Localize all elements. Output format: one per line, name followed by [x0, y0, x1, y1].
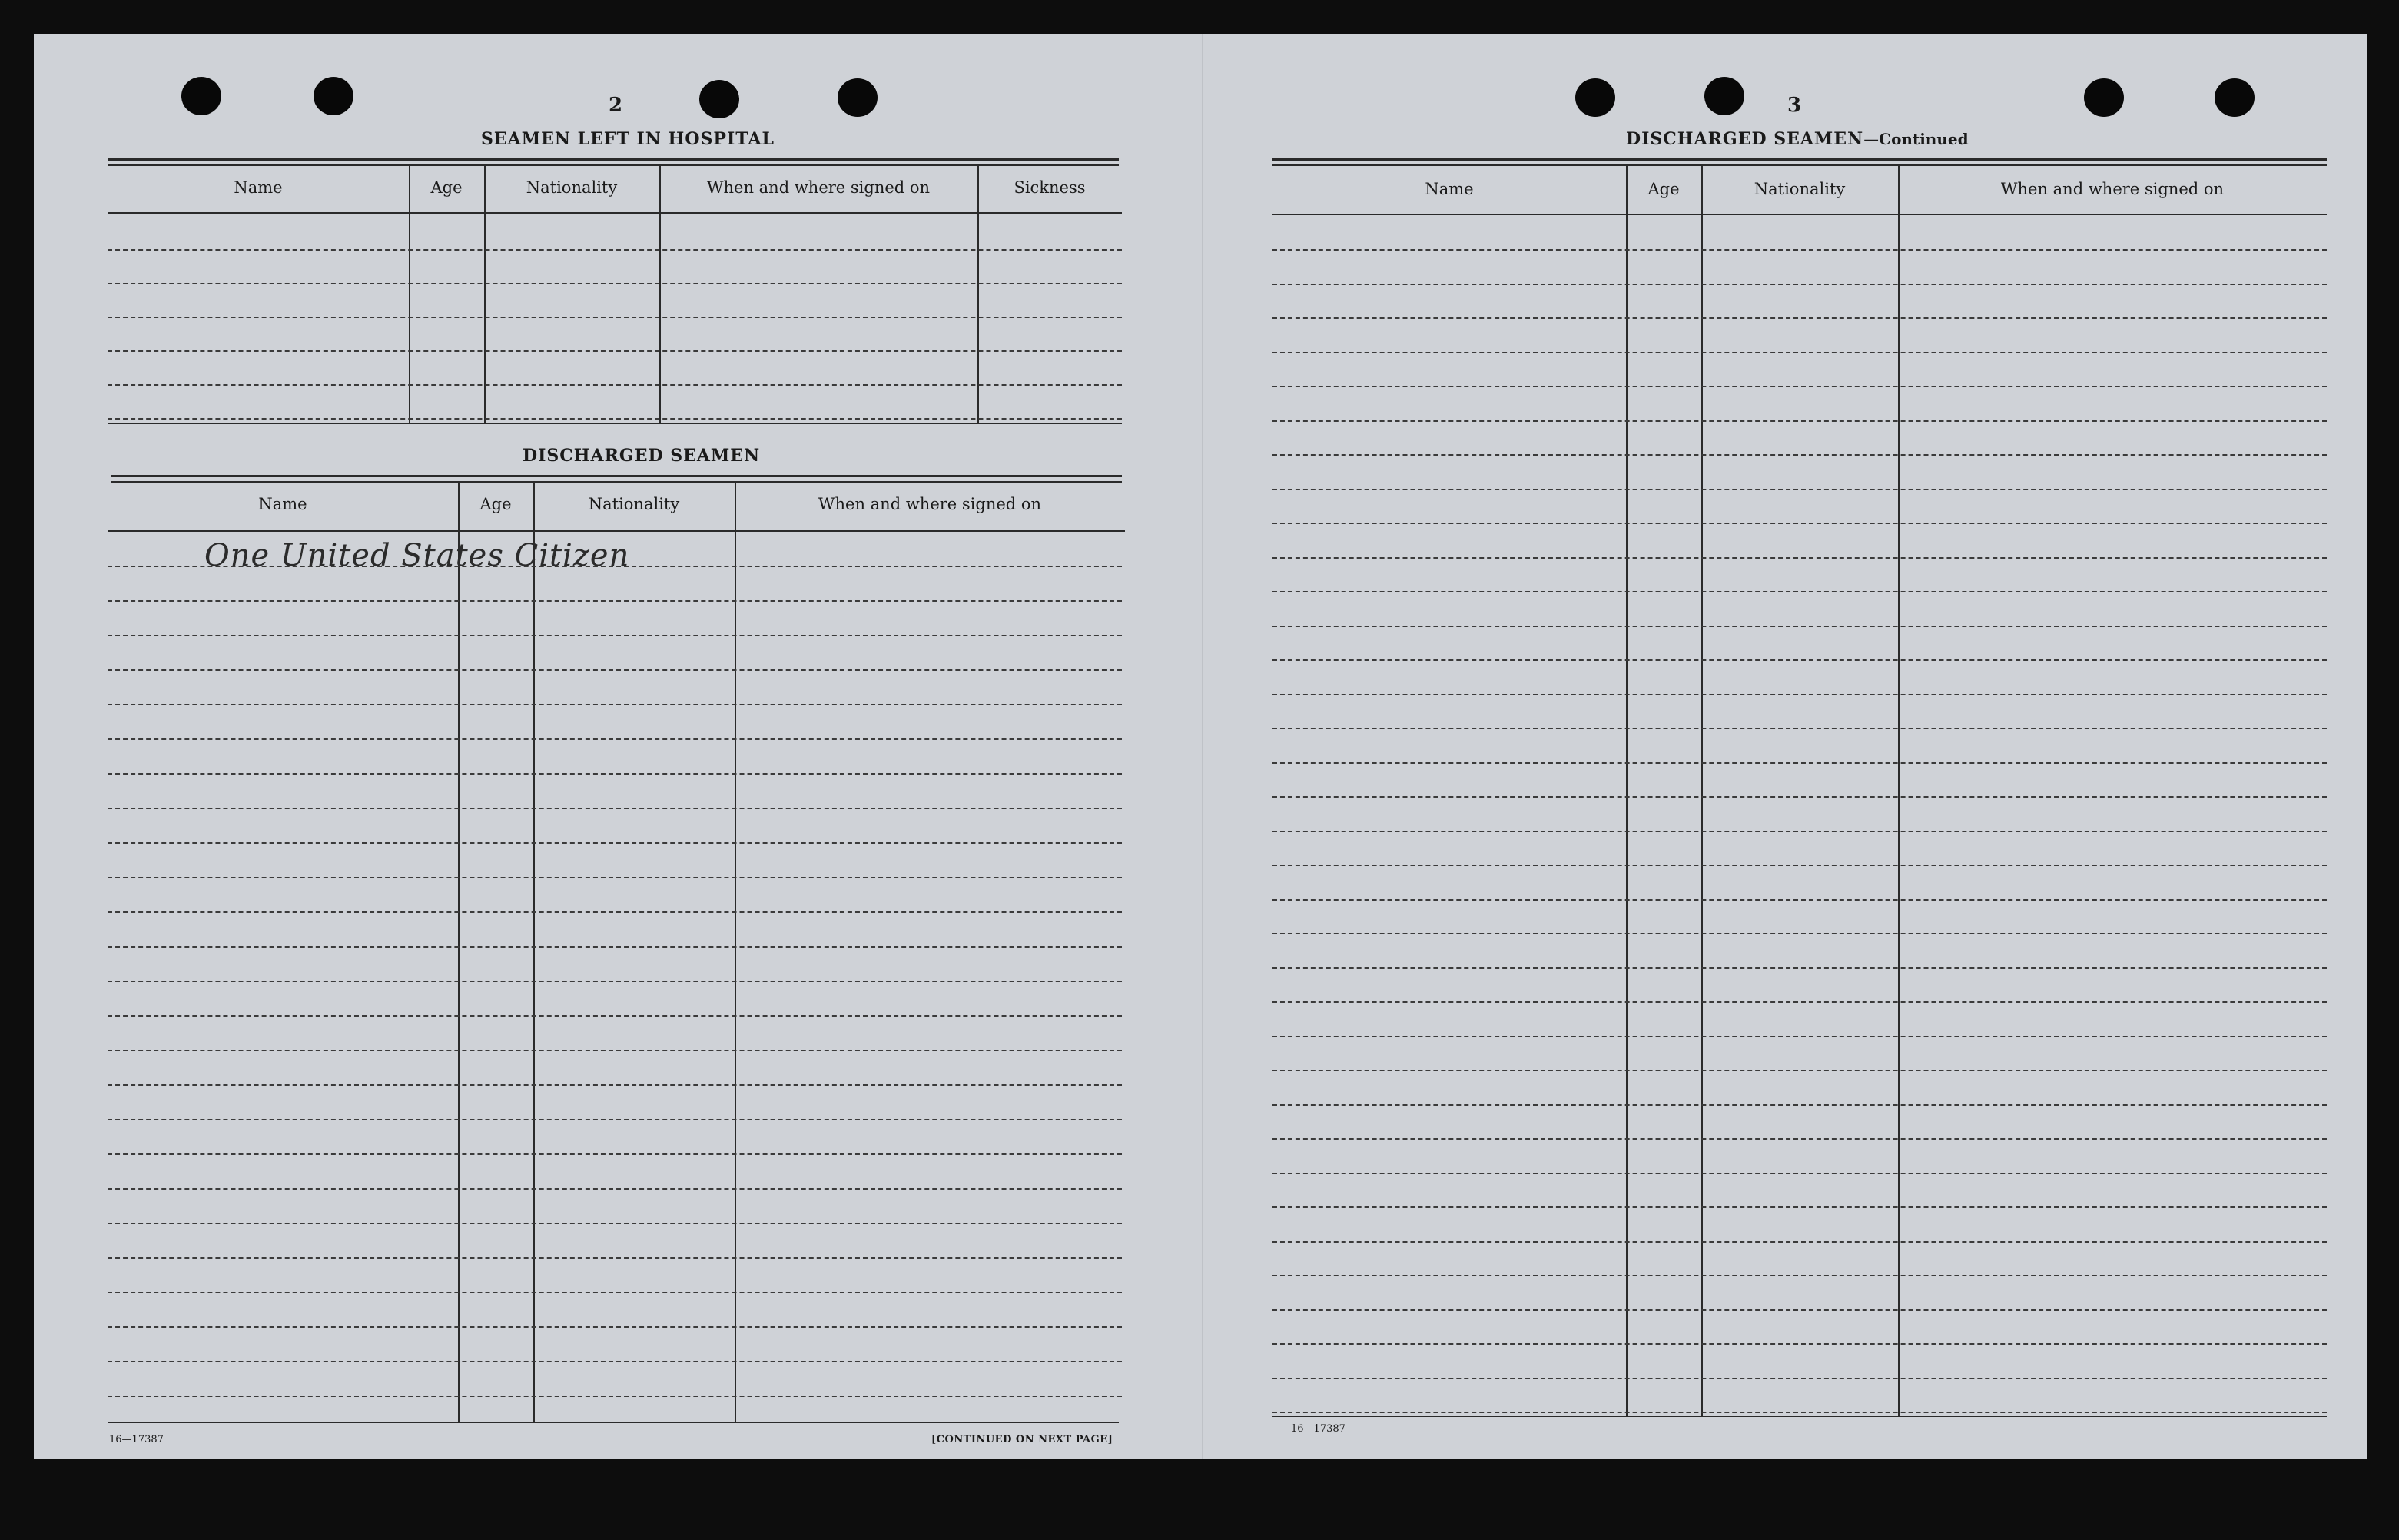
- right-row-line: [1272, 420, 2327, 422]
- right-row-line: [1272, 1241, 2327, 1243]
- page-number-left: 2: [609, 94, 623, 117]
- discharged-row-line: [108, 808, 1122, 809]
- hospital-row-line: [108, 283, 1122, 284]
- hospital-top-rule: [108, 158, 1119, 161]
- discharged-row-line: [108, 946, 1122, 948]
- hospital-header-nationality: Nationality: [526, 178, 618, 197]
- right-row-line: [1272, 489, 2327, 490]
- discharged-col-divider: [735, 483, 736, 1422]
- discharged-row-line: [108, 738, 1122, 740]
- right-row-line: [1272, 1104, 2327, 1106]
- right-header-rule: [1272, 214, 2327, 215]
- discharged-row-line: [108, 600, 1122, 602]
- discharged-row-line: [108, 704, 1122, 705]
- right-row-line: [1272, 796, 2327, 798]
- discharged-row-line: [108, 635, 1122, 636]
- right-row-line: [1272, 865, 2327, 866]
- right-col-divider: [1626, 166, 1628, 1416]
- discharged-header-rule: [108, 530, 1125, 532]
- hospital-header-rule: [108, 212, 1122, 214]
- discharged-col-divider: [533, 483, 535, 1422]
- right-row-line: [1272, 1173, 2327, 1174]
- right-row-line: [1272, 762, 2327, 764]
- hospital-row-line: [108, 384, 1122, 386]
- discharged-header-age: Age: [479, 495, 512, 513]
- hospital-header-name: Name: [234, 178, 283, 197]
- right-row-line: [1272, 967, 2327, 969]
- discharged-row-line: [108, 842, 1122, 844]
- discharged-row-line: [108, 1084, 1122, 1086]
- form-sheet: [34, 34, 2367, 1459]
- discharged-row-line: [108, 1153, 1122, 1155]
- form-number-left: 16—17387: [109, 1434, 164, 1445]
- hospital-top-rule-2: [108, 164, 1119, 166]
- discharged-row-line: [108, 1257, 1122, 1259]
- right-row-line: [1272, 591, 2327, 592]
- punch-hole: [181, 77, 221, 115]
- right-row-line: [1272, 728, 2327, 729]
- right-row-line: [1272, 557, 2327, 559]
- right-row-line: [1272, 352, 2327, 353]
- punch-hole: [1575, 78, 1615, 117]
- discharged-continued-title: [1626, 129, 1969, 149]
- punch-hole: [1704, 77, 1744, 115]
- punch-hole: [314, 77, 353, 115]
- hospital-header-signed-on: When and where signed on: [706, 178, 931, 197]
- discharged-row-line: [108, 566, 1122, 567]
- hospital-row-line: [108, 418, 1122, 420]
- page-fold: [1202, 34, 1203, 1459]
- right-header-signed-on: When and where signed on: [2000, 180, 2225, 198]
- right-row-line: [1272, 1412, 2327, 1413]
- discharged-top-rule: [111, 475, 1122, 477]
- right-header-age: Age: [1647, 180, 1680, 198]
- hospital-header-sickness: Sickness: [1014, 178, 1086, 197]
- right-row-line: [1272, 523, 2327, 524]
- right-row-line: [1272, 694, 2327, 695]
- discharged-section-title: DISCHARGED SEAMEN: [523, 446, 761, 466]
- discharged-row-line: [108, 981, 1122, 982]
- discharged-row-line: [108, 773, 1122, 775]
- right-row-line: [1272, 933, 2327, 934]
- right-top-rule: [1272, 158, 2327, 161]
- right-row-line: [1272, 1036, 2327, 1037]
- discharged-row-line: [108, 1396, 1122, 1397]
- discharged-row-line: [108, 1326, 1122, 1328]
- discharged-row-line: [108, 1188, 1122, 1190]
- hospital-section-title: SEAMEN LEFT IN HOSPITAL: [481, 129, 775, 149]
- hospital-row-line: [108, 317, 1122, 318]
- right-row-line: [1272, 454, 2327, 456]
- right-header-nationality: Nationality: [1754, 180, 1846, 198]
- discharged-row-line: [108, 669, 1122, 671]
- punch-hole: [699, 80, 739, 118]
- discharged-row-line: [108, 1015, 1122, 1017]
- punch-hole: [2084, 78, 2124, 117]
- right-row-line: [1272, 1275, 2327, 1276]
- discharged-col-divider: [458, 483, 460, 1422]
- discharged-row-line: [108, 1119, 1122, 1120]
- discharged-top-rule-2: [111, 481, 1122, 483]
- hospital-row-line: [108, 350, 1122, 352]
- discharged-row-line: [108, 877, 1122, 878]
- right-top-rule-2: [1272, 164, 2327, 166]
- right-row-line: [1272, 1070, 2327, 1071]
- discharged-header-name: Name: [258, 495, 307, 513]
- punch-hole: [2215, 78, 2255, 117]
- right-row-line: [1272, 386, 2327, 387]
- hospital-header-age: Age: [430, 178, 463, 197]
- right-row-line: [1272, 1138, 2327, 1140]
- right-row-line: [1272, 831, 2327, 832]
- right-col-divider: [1898, 166, 1900, 1416]
- discharged-row-line: [108, 1292, 1122, 1293]
- right-row-line: [1272, 1343, 2327, 1345]
- continued-on-next-page: [CONTINUED ON NEXT PAGE]: [931, 1434, 1113, 1445]
- right-row-line: [1272, 1378, 2327, 1379]
- right-header-name: Name: [1425, 180, 1474, 198]
- right-row-line: [1272, 317, 2327, 319]
- discharged-continued-title-main: DISCHARGED SEAMEN: [1626, 129, 1864, 149]
- hospital-row-line: [108, 249, 1122, 251]
- hospital-bottom-rule: [108, 423, 1122, 424]
- right-row-line: [1272, 1001, 2327, 1003]
- right-row-line: [1272, 1206, 2327, 1208]
- page-number-right: 3: [1787, 94, 1802, 117]
- discharged-header-signed-on: When and where signed on: [818, 495, 1042, 513]
- right-bottom-rule: [1272, 1416, 2327, 1417]
- discharged-bottom-rule: [108, 1422, 1119, 1423]
- right-row-line: [1272, 249, 2327, 251]
- discharged-row-line: [108, 1050, 1122, 1051]
- discharged-row-line: [108, 1223, 1122, 1224]
- right-row-line: [1272, 626, 2327, 627]
- handwritten-entry: One United States Citizen: [204, 538, 630, 573]
- form-number-right: 16—17387: [1291, 1423, 1345, 1435]
- right-row-line: [1272, 1309, 2327, 1311]
- discharged-header-nationality: Nationality: [588, 495, 680, 513]
- right-row-line: [1272, 659, 2327, 661]
- right-row-line: [1272, 284, 2327, 285]
- punch-hole: [838, 78, 878, 117]
- discharged-continued-title-suffix: —Continued: [1863, 130, 1969, 148]
- right-col-divider: [1701, 166, 1703, 1416]
- discharged-row-line: [108, 1361, 1122, 1362]
- right-row-line: [1272, 899, 2327, 901]
- discharged-row-line: [108, 911, 1122, 913]
